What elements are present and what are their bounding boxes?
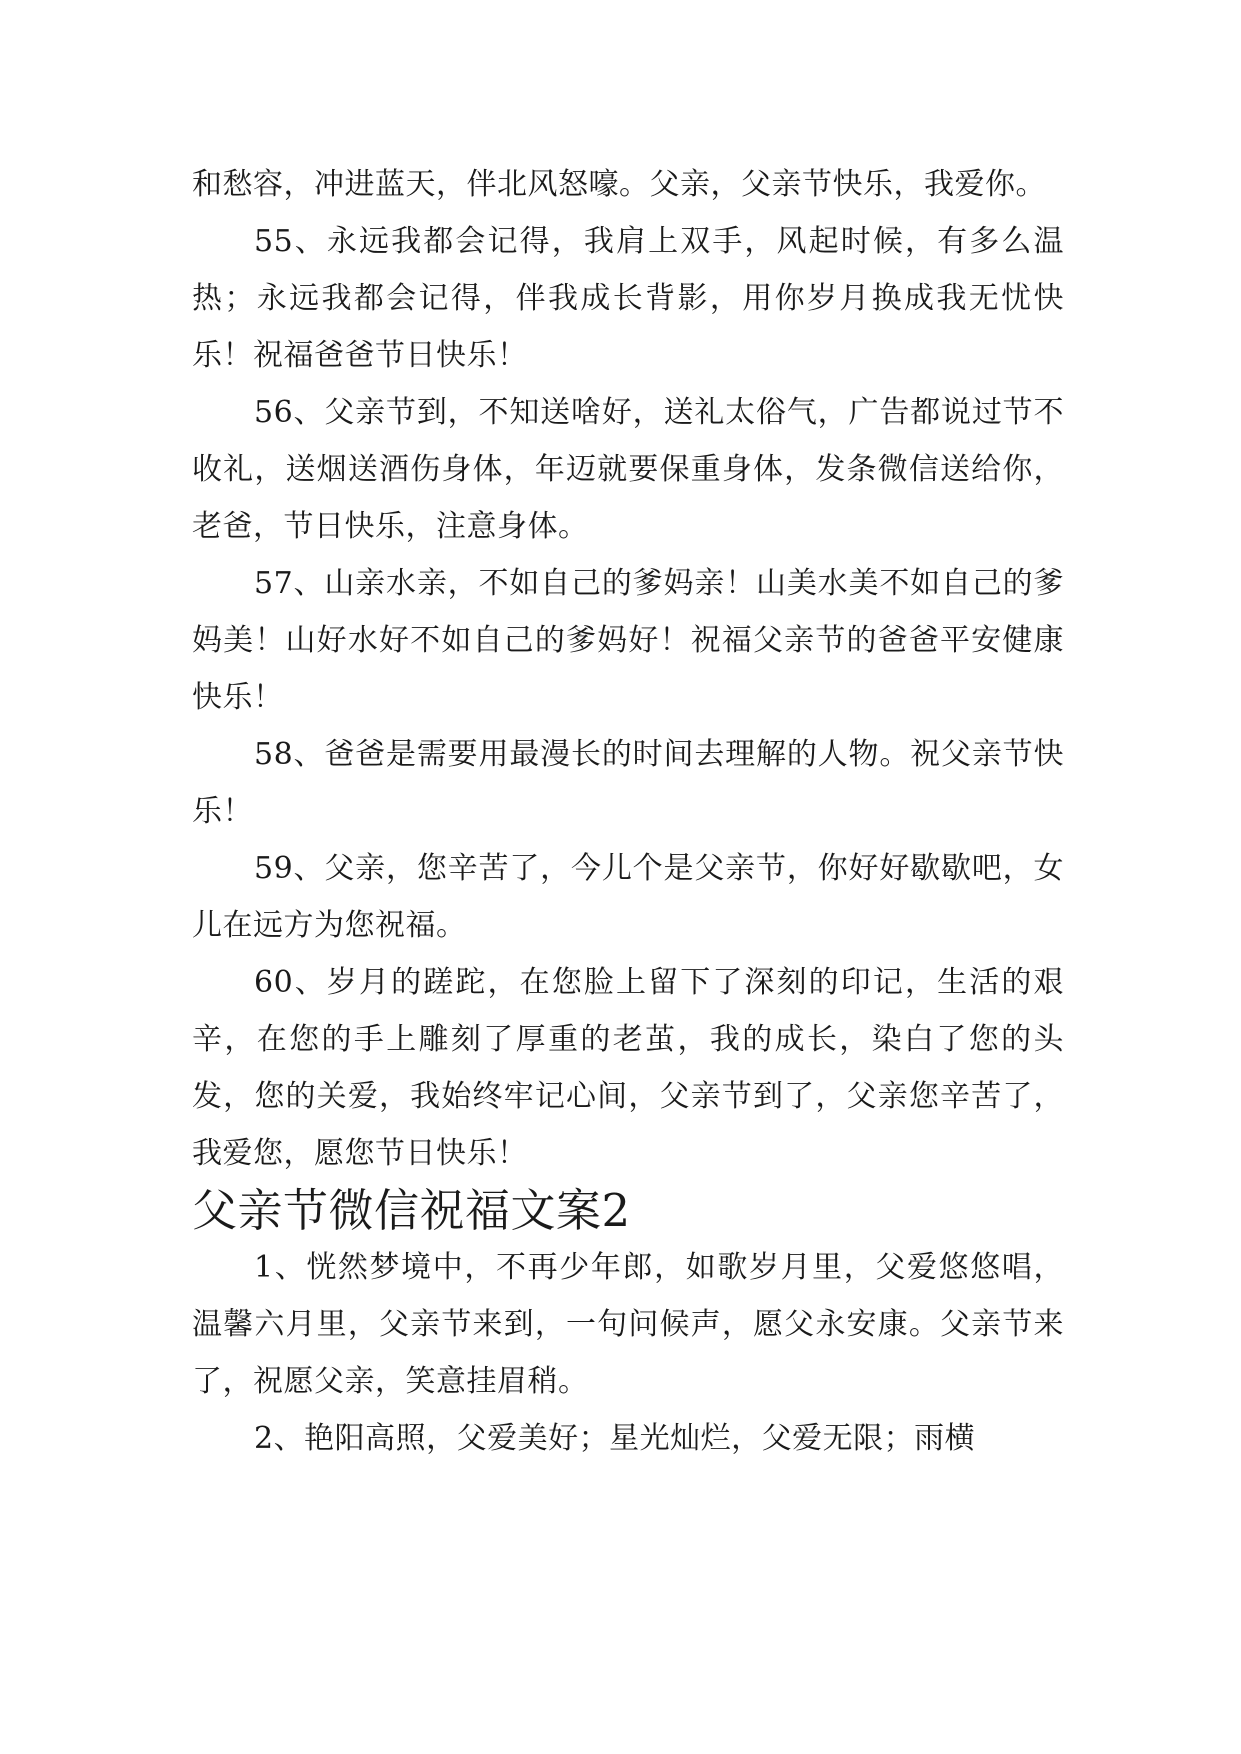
- document-body: [192, 156, 1064, 1467]
- section2-paragraph-1: 1、恍然梦境中，不再少年郎，如歌岁月里，父爱悠悠唱，温馨六月里，父亲节来到，一句问候声，愿父永安康。父亲节来了，祝愿父亲，笑意挂眉稍。: [192, 1250, 1064, 1399]
- paragraph-55: 55、永远我都会记得，我肩上双手，风起时候，有多么温热；永远我都会记得，伴我成长背影，用你岁月换成我无忧快乐！祝福爸爸节日快乐！: [192, 224, 1064, 373]
- section2-paragraph-2: 2、艳阳高照，父爱美好；星光灿烂，父爱无限；雨横: [254, 1421, 976, 1456]
- paragraph-58: 58、爸爸是需要用最漫长的时间去理解的人物。祝父亲节快乐！: [192, 737, 1064, 829]
- paragraph-56: 56、父亲节到，不知送啥好，送礼太俗气，广告都说过节不收礼，送烟送酒伤身体，年迈就要保重身体，发条微信送给你，老爸，节日快乐，注意身体。: [192, 395, 1064, 544]
- paragraph-59: 59、父亲，您辛苦了，今儿个是父亲节，你好好歇歇吧，女儿在远方为您祝福。: [192, 851, 1064, 943]
- paragraph-57: 57、山亲水亲，不如自己的爹妈亲！山美水美不如自己的爹妈美！山好水好不如自己的爹妈好！祝福父亲节的爸爸平安健康快乐！: [192, 566, 1064, 715]
- section-heading: 父亲节微信祝福文案2: [192, 1184, 631, 1237]
- paragraph-continuation: 和愁容，冲进蓝天，伴北风怒嚎。父亲，父亲节快乐，我爱你。: [192, 167, 1046, 202]
- paragraph-60: 60、岁月的蹉跎，在您脸上留下了深刻的印记，生活的艰辛，在您的手上雕刻了厚重的老茧，我的成长，染白了您的头发，您的关爱，我始终牢记心间，父亲节到了，父亲您辛苦了，我爱您，愿您节日快乐！: [192, 965, 1064, 1171]
